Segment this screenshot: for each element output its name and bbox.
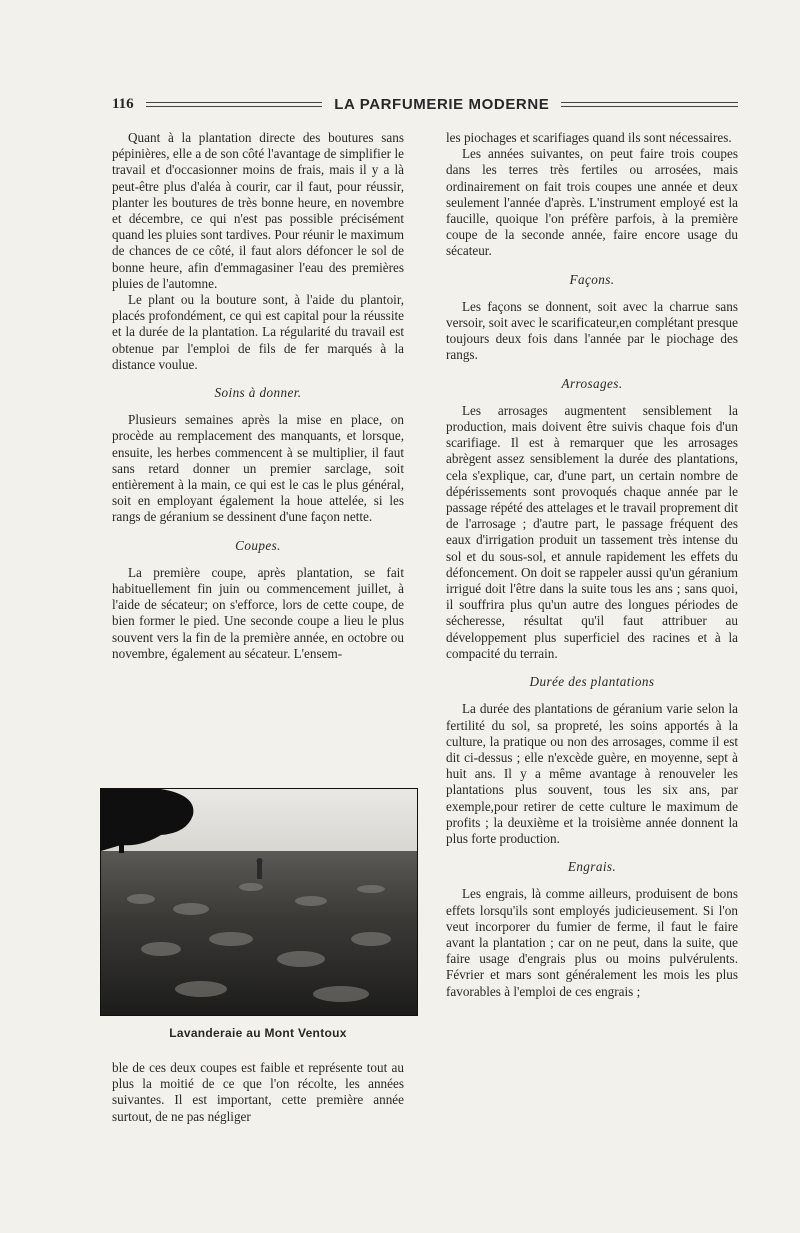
photo-caption: Lavanderaie au Mont Ventoux	[169, 1026, 347, 1040]
paragraph: Les années suivantes, on peut faire trois coupes dans les terres très fertiles ou arrosées, mais ordinairement on fait trois coupes une année et deux seulement l'année d'après. L'instrument employé est la faucille, quoique l'on préfère parfois, à la première coupe de la seconde année, faire encore usage du sécateur.	[446, 146, 738, 259]
page-number: 116	[112, 95, 134, 112]
left-column	[112, 130, 404, 662]
paragraph: Quant à la plantation directe des boutures sans pépinières, elle a de son côté l'avantage de simplifier le travail et d'occasionner moins de frais, mais il y a là peut-être plus d'aléa à courir, car il faut, pour réussir, planter les boutures de très bonne heure, en novembre et décembre, ce qui n'est pas possible précisément quand les pluies sont tardives. Pour réunir le maximum de chances de ce côté, il faut alors défoncer le sol de bonne heure, afin d'emmagasiner l'eau des premières pluies de l'automne.	[112, 130, 404, 291]
paragraph: Plusieurs semaines après la mise en place, on procède au remplacement des manquants, et lorsque, ensuite, les herbes commencent à se multiplier, il faut sans retard donner un premier sarclage, soit entièrement à la main, ce qui est le cas le plus général, soit en employant également la houe attelée, si les rangs de géranium se dessinent d'une façon nette.	[112, 412, 404, 525]
running-header	[112, 94, 738, 114]
paragraph: ble de ces deux coupes est faible et représente tout au plus la moitié de ce que l'on récolte, les années suivantes. Il est important, cette première année surtout, de ne pas négliger	[112, 1060, 404, 1124]
running-title: LA PARFUMERIE MODERNE	[334, 95, 550, 113]
header-rule-right	[561, 102, 738, 107]
paragraph: Les façons se donnent, soit avec la charrue sans versoir, soit avec le scarificateur,en complétant presque toujours deux fois dans l'année par le piochage des rangs.	[446, 298, 738, 363]
section-heading-duree: Durée des plantations	[529, 674, 655, 690]
section-heading-facons: Façons.	[569, 271, 615, 287]
section-heading-coupes: Coupes.	[235, 537, 281, 553]
section-heading-soins: Soins à donner.	[214, 385, 302, 401]
paragraph: les piochages et scarifiages quand ils sont nécessaires.	[446, 130, 732, 145]
left-column-continued	[112, 1060, 404, 1125]
photo-image	[101, 789, 417, 1015]
right-column	[446, 130, 738, 1000]
paragraph: Le plant ou la bouture sont, à l'aide du plantoir, placés profondément, ce qui est capital pour la réussite et la durée de la plantation. La régularité du travail est obtenue par l'emploi de fils de fer marqués à la distance voulue.	[112, 292, 404, 372]
paragraph: Les arrosages augmentent sensiblement la production, mais doivent être suivis chaque fois d'un scarifiage. Il est à remarquer que les arrosages abrègent assez sensiblement la durée des plantations, cela s'explique, car, d'une part, un certain nombre de dépérissements sont provoqués chaque année par le passage répété des attelages et le travail proprement dit de l'arrosage ; d'autre part, le passage fréquent des eaux d'irrigation produit un tassement très intense du sol et du sous-sol, et annule rapidement les effets du défoncement. On doit se rappeler aussi qu'un géranium irrigué doit l'être dans la suite tous les ans ; sans quoi, il souffrira plus qu'un autre des longues périodes de sécheresse, résultat qu'il faut attribuer au développement plus superficiel des racines et à la compacité du terrain.	[446, 402, 738, 661]
paragraph: Les engrais, là comme ailleurs, produisent de bons effets lorsqu'ils sont employés judicieusement. Si l'on veut incorporer du fumier de ferme, il faut le faire avant la plantation ; car on ne peut, dans la suite, que faire usage d'engrais plus ou moins pulvérulents. Février et mars sont généralement les mois les plus favorables à l'emploi de ces engrais ;	[446, 886, 738, 999]
paragraph: La première coupe, après plantation, se fait habituellement fin juin ou commencement juillet, à l'aide de sécateur; on s'efforce, lors de cette coupe, de bien former le pied. Une seconde coupe a lieu le plus souvent vers la fin de la première année, en octobre ou novembre, également au sécateur. L'ensem-	[112, 564, 404, 661]
header-rule-left	[146, 102, 323, 107]
lavender-field-photo	[100, 788, 418, 1016]
section-heading-engrais: Engrais.	[567, 859, 617, 875]
paragraph: La durée des plantations de géranium varie selon la fertilité du sol, sa propreté, les soins apportés à la culture, la pratique ou non des arrosages, comme il est dit ci-dessus ; elle n'excède guère, en moyenne, sept à huit ans. Il y a même avantage à renouveler les plantations plus souvent, tous les six ans, par exemple,pour retirer de cette culture le maximum de profits ; la deuxième et la troisième année donnent la plus forte production.	[446, 701, 738, 846]
section-heading-arrosages: Arrosages.	[561, 375, 623, 391]
